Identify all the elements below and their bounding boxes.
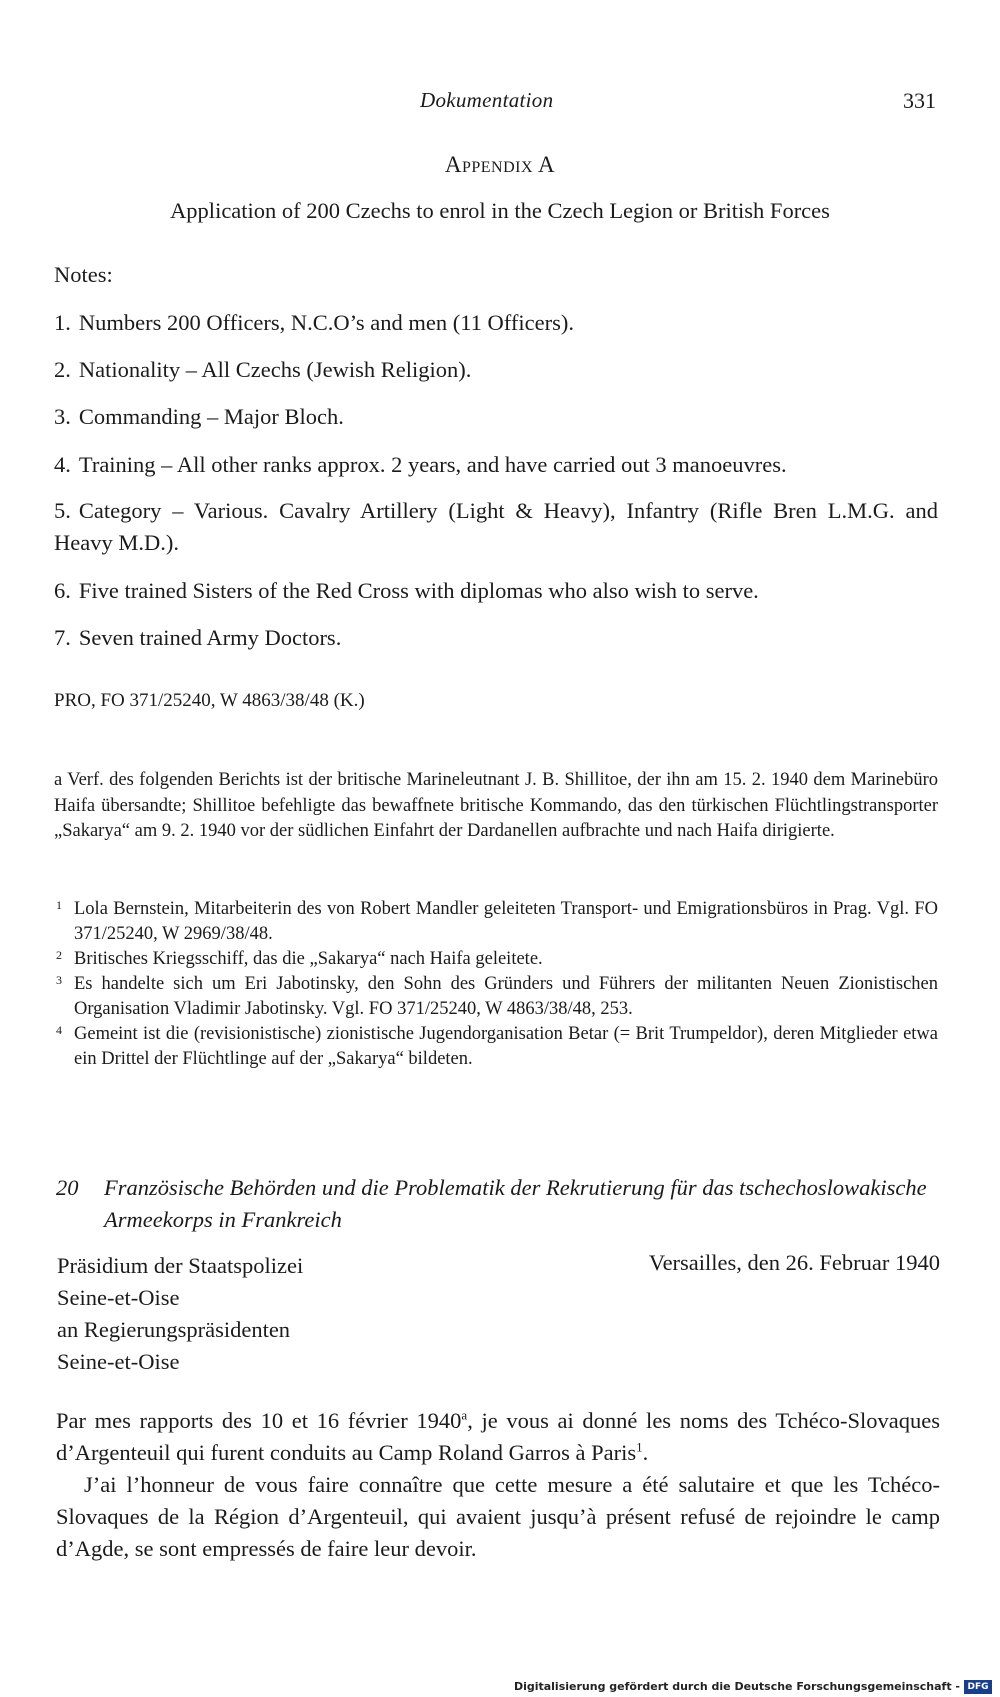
- appendix-subtitle: Application of 200 Czechs to enrol in the Czech Legion or British Forces: [170, 198, 830, 223]
- footnote-2: [54, 947, 938, 972]
- sender-line: Seine-et-Oise: [57, 1285, 180, 1310]
- digitization-note: Digitalisierung gefördert durch die Deutsche Forschungsgemeinschaft -: [513, 1680, 960, 1693]
- appendix-title: Appendix A: [444, 152, 556, 177]
- note-text: Training – All other ranks approx. 2 years, and have carried out 3 manoeuvres.: [78, 452, 787, 477]
- note-item-7: [54, 622, 938, 654]
- paragraph-text: Par mes rapports des 10 et 16 février 1940: [56, 1408, 462, 1433]
- footnote-text: Gemeint ist die (revisionistische) zionistische Jugendorganisation Betar (= Brit Trumpeldor), deren Mitglieder etwa ein Drittel der Flüchtlinge auf der „Sakarya“ bildeten.: [74, 1024, 938, 1069]
- footnote-mark: 4: [56, 1023, 62, 1037]
- dateline: Versailles, den 26. Februar 1940: [648, 1250, 940, 1275]
- dfg-logo: DFG: [964, 1680, 992, 1694]
- body-text: [56, 1405, 940, 1565]
- footnote-text: Lola Bernstein, Mitarbeiterin des von Robert Mandler geleiteten Transport- und Emigrationsbüros in Prag. Vgl. FO 371/25240, W 2969/38/48.: [74, 899, 938, 944]
- footnote-a: a Verf. des folgenden Berichts ist der britische Marineleutnant J. B. Shillitoe, der ihn am 15. 2. 1940 dem Marinebüro Haifa übersandte; Shillitoe befehligte das bewaffnete britische Kommando, das den türkischen Flüchtlingstransporter „Sakarya“ am 9. 2. 1940 vor der südlichen Einfahrt der Dardanellen aufbrachte und nach Haifa dirigierte.: [54, 770, 938, 841]
- note-item-4: [54, 449, 938, 481]
- note-item-6: [54, 575, 938, 607]
- note-number: 4.: [54, 452, 71, 477]
- note-number: 3.: [54, 404, 71, 429]
- note-text: Seven trained Army Doctors.: [78, 625, 342, 650]
- footnote-mark: 1: [56, 898, 62, 912]
- running-head: Dokumentation: [420, 88, 554, 112]
- page-number: 331: [903, 88, 936, 113]
- sender-line: Präsidium der Staatspolizei: [57, 1253, 304, 1278]
- footnote-ref-1: 1: [636, 1439, 643, 1455]
- note-number: 2.: [54, 357, 71, 382]
- footnote-ref-a: a: [461, 1407, 468, 1423]
- footnote-1: [54, 897, 938, 947]
- footnote-3: [54, 972, 938, 1022]
- sender-line: Seine-et-Oise: [57, 1349, 180, 1374]
- note-text: Commanding – Major Bloch.: [78, 404, 344, 429]
- note-text: Category – Various. Cavalry Artillery (Light & Heavy), Infantry (Rifle Bren L.M.G. and Heavy M.D.).: [54, 498, 938, 555]
- paragraph-2: J’ai l’honneur de vous faire connaître que cette mesure a été salutaire et que les Tchéco-Slovaques de la Région d’Argenteuil, qui avaient jusqu’à présent refusé de rejoindre le camp d’Agde, se sont empressés de faire leur devoir.: [56, 1472, 940, 1561]
- note-number: 1.: [54, 310, 71, 335]
- note-text: Five trained Sisters of the Red Cross with diplomas who also wish to serve.: [78, 578, 759, 603]
- source-citation: PRO, FO 371/25240, W 4863/38/48 (K.): [54, 690, 365, 711]
- document-title: Französische Behörden und die Problematik der Rekrutierung für das tschechoslowakische Armeekorps in Frankreich: [104, 1175, 927, 1232]
- sender-block: [57, 1250, 303, 1378]
- footnote-mark: 2: [56, 948, 62, 962]
- document-heading: [56, 1172, 940, 1236]
- note-text: Numbers 200 Officers, N.C.O’s and men (11 Officers).: [78, 310, 574, 335]
- note-item-2: [54, 354, 938, 386]
- sender-line: an Regierungspräsidenten: [57, 1317, 291, 1342]
- note-item-1: [54, 307, 938, 339]
- paragraph-1: [56, 1405, 940, 1469]
- footnote-4: [54, 1022, 938, 1072]
- note-text: Nationality – All Czechs (Jewish Religion).: [78, 357, 472, 382]
- footnotes: [54, 897, 938, 1072]
- notes-heading: Notes:: [54, 262, 113, 287]
- paragraph-text: .: [642, 1440, 649, 1465]
- note-number: 6.: [54, 578, 71, 603]
- document-number: 20: [56, 1175, 79, 1200]
- note-item-3: [54, 401, 938, 433]
- footnote-text: Es handelte sich um Eri Jabotinsky, den Sohn des Gründers und Führers der militanten Neuen Zionistischen Organisation Vladimir Jabotinsky. Vgl. FO 371/25240, W 4863/38/48, 253.: [74, 974, 938, 1019]
- footnote-text: Britisches Kriegsschiff, das die „Sakarya“ nach Haifa geleitete.: [74, 949, 543, 969]
- note-number: 5.: [54, 498, 71, 523]
- footnote-mark: 3: [56, 973, 62, 987]
- paragraph-text: , je vous ai donné les noms des Tchéco-Slovaques d’Argenteuil qui furent conduits au Camp Roland Garros à Paris: [56, 1408, 940, 1465]
- note-number: 7.: [54, 625, 71, 650]
- note-item-5: [54, 495, 938, 559]
